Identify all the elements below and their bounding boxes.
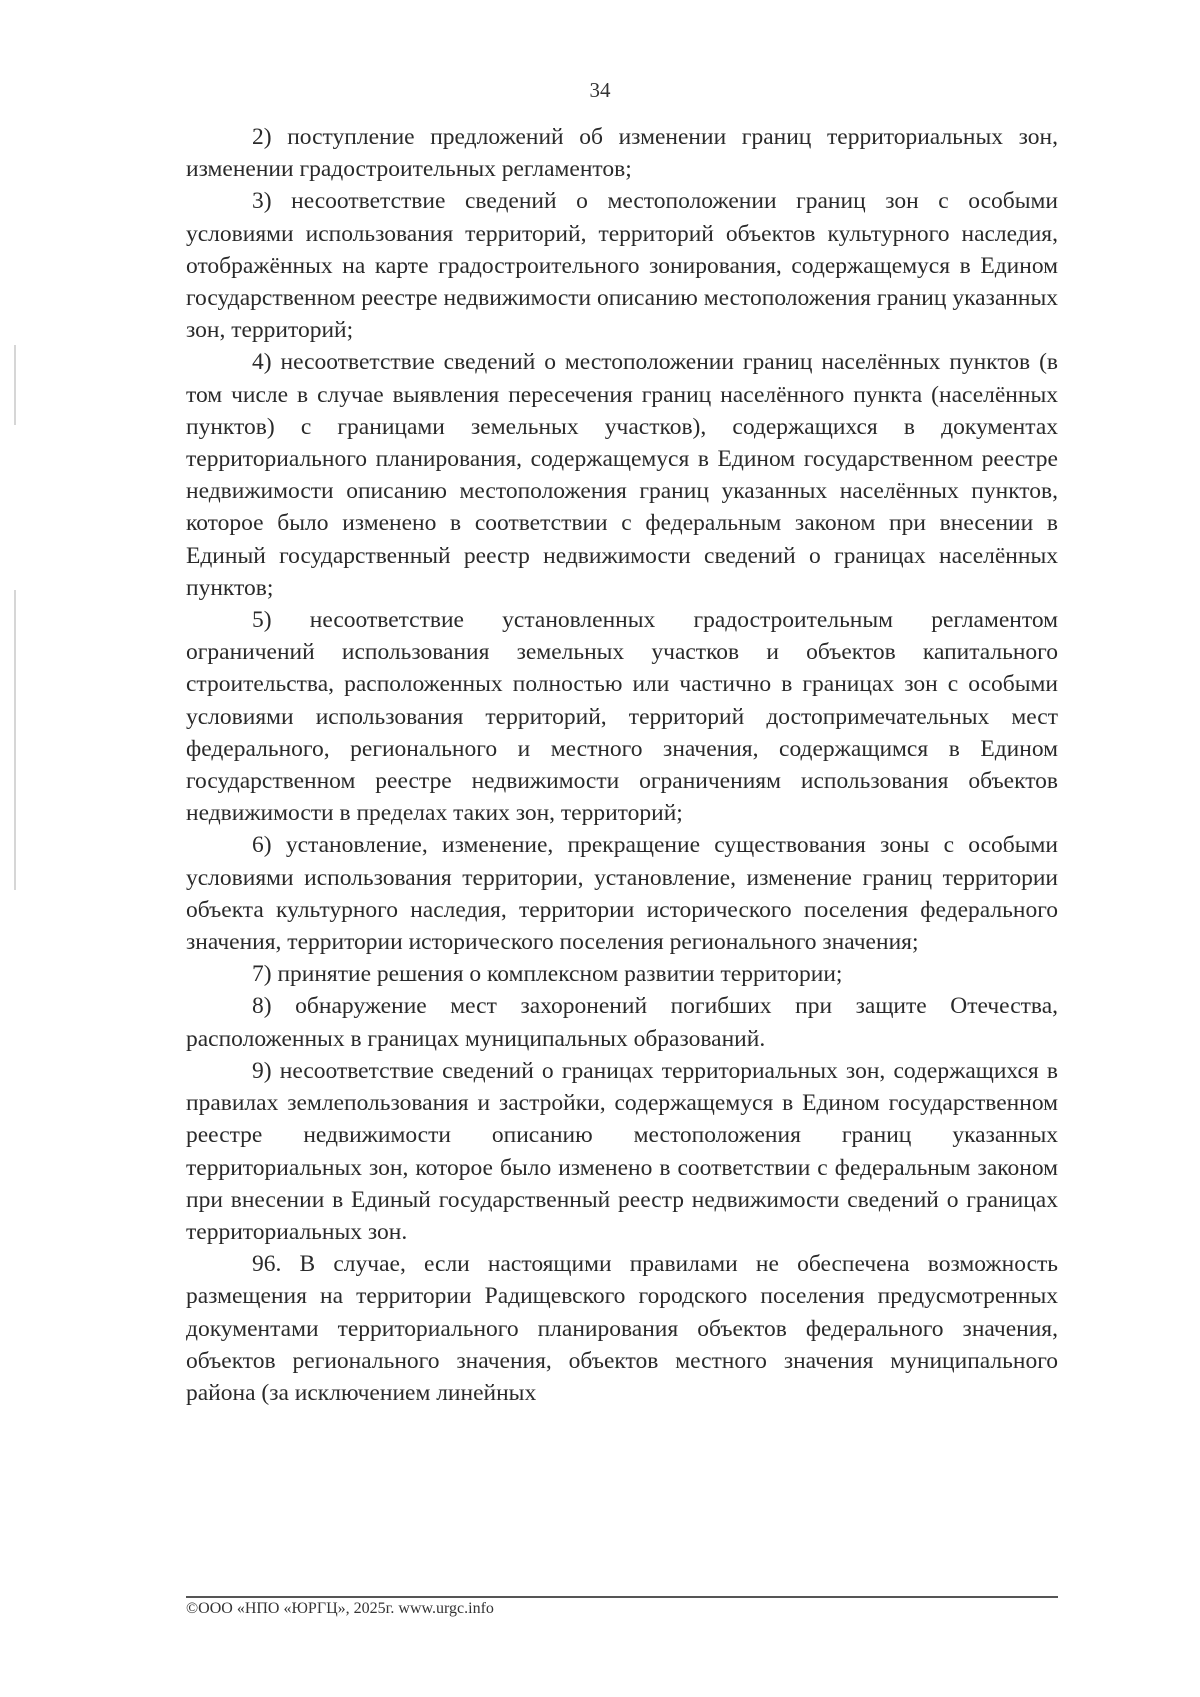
- page-number: 34: [589, 78, 611, 102]
- paragraph-item-5: 5) несоответствие установленных градостроительным регламентом ограничений использования земельных участков и объектов капитального строительства, расположенных полностью или частично в границах зон с особыми условиями использования территорий, территорий достопримечательных мест федерального, регионального и местного значения, содержащимся в Едином государственном реестре недвижимости ограничениям использования объектов недвижимости в пределах таких зон, территорий;: [186, 607, 1058, 827]
- paragraph-item-8: 8) обнаружение мест захоронений погибших при защите Отечества, расположенных в границах муниципальных образований.: [186, 993, 1058, 1052]
- paragraph-item-6: 6) установление, изменение, прекращение существования зоны с особыми условиями использования территории, установление, изменение границ территории объекта культурного наследия, территории исторического поселения федерального значения, территории исторического поселения регионального значения;: [186, 832, 1058, 956]
- paragraph-clause-96: 96. В случае, если настоящими правилами не обеспечена возможность размещения на территории Радищевского городского поселения предусмотренных документами территориального планирования объектов федерального значения, объектов регионального значения, объектов местного значения муниципального района (за исключением линейных: [186, 1251, 1058, 1406]
- document-body: [186, 121, 1058, 1409]
- paragraph-item-7: 7) принятие решения о комплексном развитии территории;: [252, 961, 843, 988]
- paragraph-item-4: 4) несоответствие сведений о местоположении границ населённых пунктов (в том числе в случае выявления пересечения границ населённого пункта (населённых пунктов) с границами земельных участков), содержащихся в документах территориального планирования, содержащемуся в Едином государственном реестре недвижимости описанию местоположения границ указанных населённых пунктов, которое было изменено в соответствии с федеральным законом при внесении в Единый государственный реестр недвижимости сведений о границах населённых пунктов;: [186, 349, 1058, 601]
- scan-artifact-mark: [14, 345, 16, 425]
- paragraph-item-2: 2) поступление предложений об изменении границ территориальных зон, изменении градостроительных регламентов;: [186, 124, 1058, 183]
- paragraph-item-9: 9) несоответствие сведений о границах территориальных зон, содержащихся в правилах землепользования и застройки, содержащемуся в Едином государственном реестре недвижимости описанию местоположения границ указанных территориальных зон, которое было изменено в соответствии с федеральным законом при внесении в Единый государственный реестр недвижимости сведений о границах территориальных зон.: [186, 1057, 1058, 1245]
- scan-artifact-mark: [14, 590, 16, 890]
- footer-copyright: ©ООО «НПО «ЮРГЦ», 2025г. www.urgc.info: [186, 1600, 494, 1617]
- footer-divider: [186, 1596, 1058, 1598]
- paragraph-item-3: 3) несоответствие сведений о местоположении границ зон с особыми условиями использования территорий, территорий объектов культурного наследия, отображённых на карте градостроительного зонирования, содержащемуся в Едином государственном реестре недвижимости описанию местоположения границ указанных зон, территорий;: [186, 188, 1058, 344]
